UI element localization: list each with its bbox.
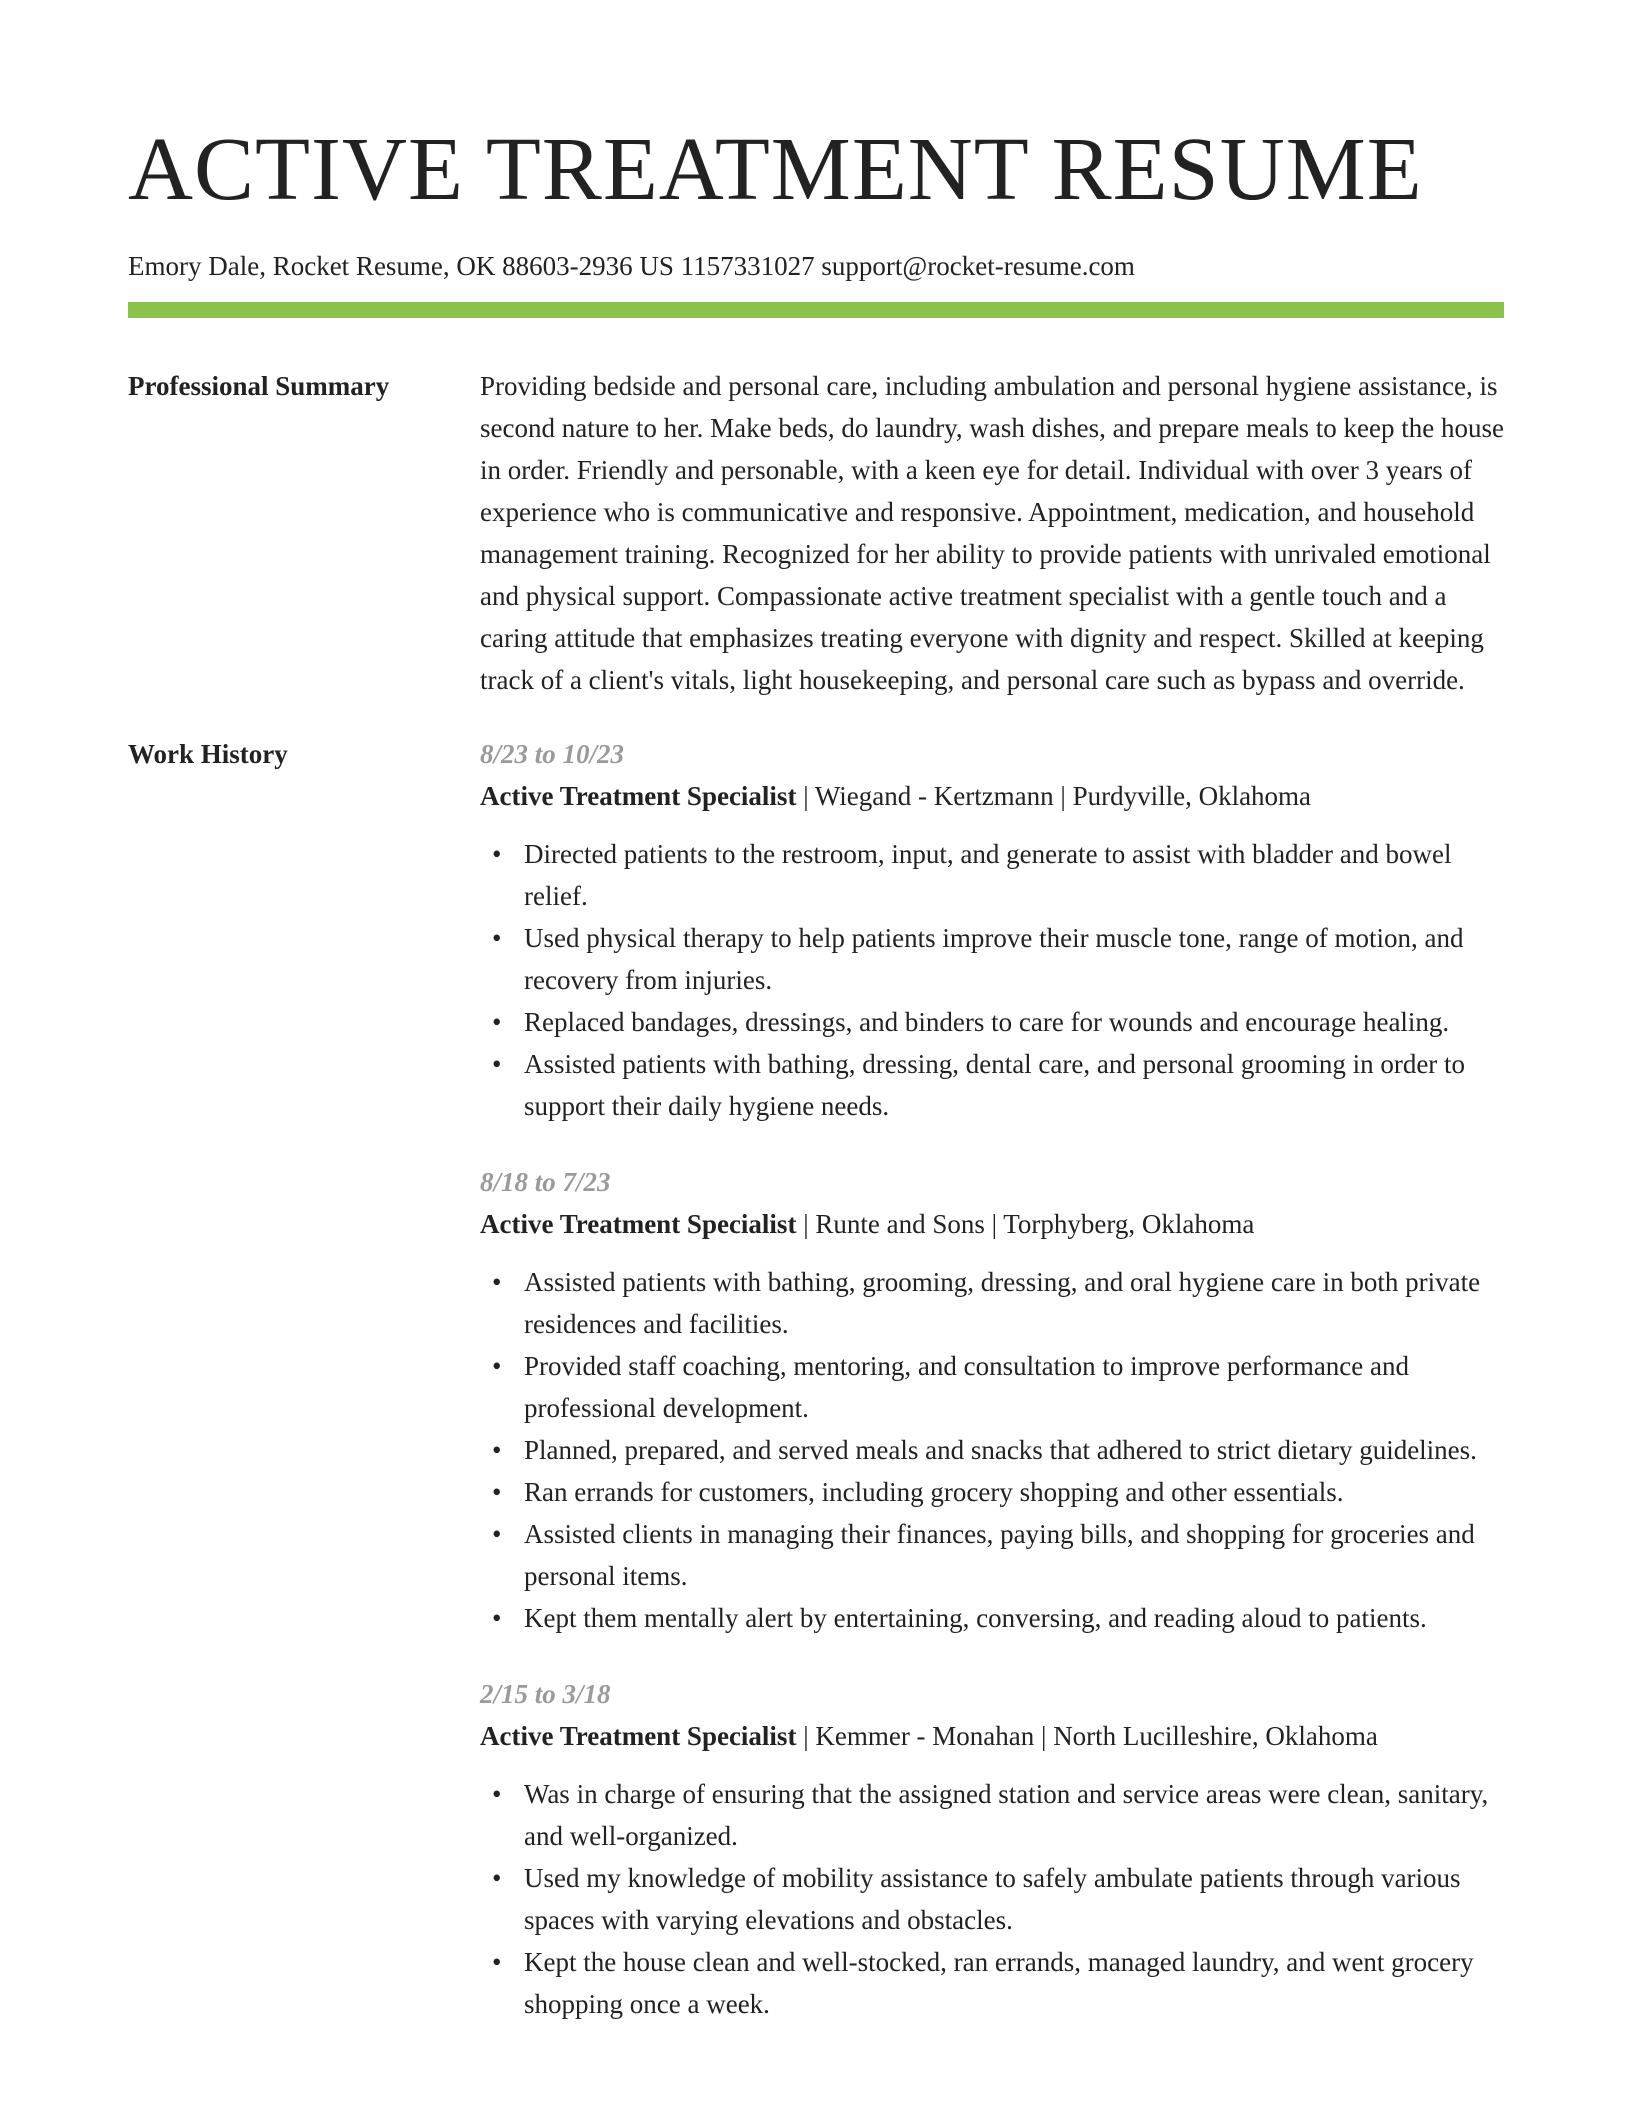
job-bullet: • Was in charge of ensuring that the assigned station and service areas were clean, sanitary, and well-organized. bbox=[524, 1773, 1504, 1857]
resume-page bbox=[128, 0, 1504, 2059]
job-location: North Lucilleshire, Oklahoma bbox=[1053, 1721, 1378, 1751]
job-location: Torphyberg, Oklahoma bbox=[1003, 1209, 1255, 1239]
job-title: Active Treatment Specialist bbox=[480, 1209, 797, 1239]
job-bullet-list bbox=[480, 833, 1504, 1127]
job-header bbox=[480, 775, 1504, 817]
job-dates: 8/18 to 7/23 bbox=[480, 1167, 611, 1197]
job-location: Purdyville, Oklahoma bbox=[1072, 781, 1312, 811]
job-entry bbox=[480, 1673, 1504, 2025]
job-bullet-list bbox=[480, 1261, 1504, 1639]
job-header bbox=[480, 1715, 1504, 1757]
separator: | bbox=[796, 1209, 816, 1239]
job-entry bbox=[480, 1161, 1504, 1639]
resume-title: ACTIVE TREATMENT RESUME bbox=[128, 120, 1423, 219]
separator: | bbox=[1053, 781, 1073, 811]
job-header bbox=[480, 1203, 1504, 1245]
job-bullet: • Kept them mentally alert by entertaining, conversing, and reading aloud to patients. bbox=[524, 1597, 1504, 1639]
job-employer: Runte and Sons bbox=[815, 1209, 985, 1239]
job-title: Active Treatment Specialist bbox=[480, 781, 797, 811]
work-history-body bbox=[480, 733, 1504, 2059]
job-bullet: • Planned, prepared, and served meals and snacks that adhered to strict dietary guidelines. bbox=[524, 1429, 1504, 1471]
job-title: Active Treatment Specialist bbox=[480, 1721, 797, 1751]
separator: | bbox=[796, 781, 815, 811]
job-bullet: • Replaced bandages, dressings, and binders to care for wounds and encourage healing. bbox=[524, 1001, 1504, 1043]
separator: | bbox=[1034, 1721, 1054, 1751]
job-bullet: • Provided staff coaching, mentoring, and consultation to improve performance and professional development. bbox=[524, 1345, 1504, 1429]
separator: | bbox=[984, 1209, 1004, 1239]
job-entry bbox=[480, 733, 1504, 1127]
summary-text: Providing bedside and personal care, including ambulation and personal hygiene assistance, is second nature to her. Make beds, do laundry, wash dishes, and prepare meals to keep the house in order. Friendly and personable, with a keen eye for detail. Individual with over 3 years of experience who is communicative and responsive. Appointment, medication, and household management training. Recognized for her ability to provide patients with unrivaled emotional and physical support. Compassionate active treatment specialist with a gentle touch and a caring attitude that emphasizes treating everyone with dignity and respect. Skilled at keeping track of a client's vitals, light housekeeping, and personal care such as bypass and override. bbox=[480, 371, 1504, 695]
job-dates: 2/15 to 3/18 bbox=[480, 1679, 611, 1709]
job-employer: Kemmer - Monahan bbox=[815, 1721, 1035, 1751]
job-bullet: • Assisted clients in managing their finances, paying bills, and shopping for groceries and personal items. bbox=[524, 1513, 1504, 1597]
section-label-summary: Professional Summary bbox=[128, 371, 390, 401]
job-bullet: • Ran errands for customers, including grocery shopping and other essentials. bbox=[524, 1471, 1504, 1513]
professional-summary-section bbox=[128, 365, 1504, 701]
job-bullet: • Kept the house clean and well-stocked, ran errands, managed laundry, and went grocery shopping once a week. bbox=[524, 1941, 1504, 2025]
summary-body bbox=[480, 365, 1504, 701]
section-label-work-history: Work History bbox=[128, 739, 288, 769]
job-bullet: • Directed patients to the restroom, input, and generate to assist with bladder and bowel relief. bbox=[524, 833, 1504, 917]
work-history-section bbox=[128, 733, 1504, 2059]
job-bullet-list bbox=[480, 1773, 1504, 2025]
contact-line: Emory Dale, Rocket Resume, OK 88603-2936 US 1157331027 support@rocket-resume.com bbox=[128, 251, 1135, 281]
job-bullet: • Used my knowledge of mobility assistance to safely ambulate patients through various spaces with varying elevations and obstacles. bbox=[524, 1857, 1504, 1941]
job-bullet: • Assisted patients with bathing, grooming, dressing, and oral hygiene care in both private residences and facilities. bbox=[524, 1261, 1504, 1345]
job-employer: Wiegand - Kertzmann bbox=[814, 781, 1054, 811]
job-dates: 8/23 to 10/23 bbox=[480, 739, 625, 769]
header-divider bbox=[128, 302, 1504, 318]
job-bullet: • Assisted patients with bathing, dressing, dental care, and personal grooming in order to support their daily hygiene needs. bbox=[524, 1043, 1504, 1127]
separator: | bbox=[796, 1721, 816, 1751]
job-bullet: • Used physical therapy to help patients improve their muscle tone, range of motion, and recovery from injuries. bbox=[524, 917, 1504, 1001]
